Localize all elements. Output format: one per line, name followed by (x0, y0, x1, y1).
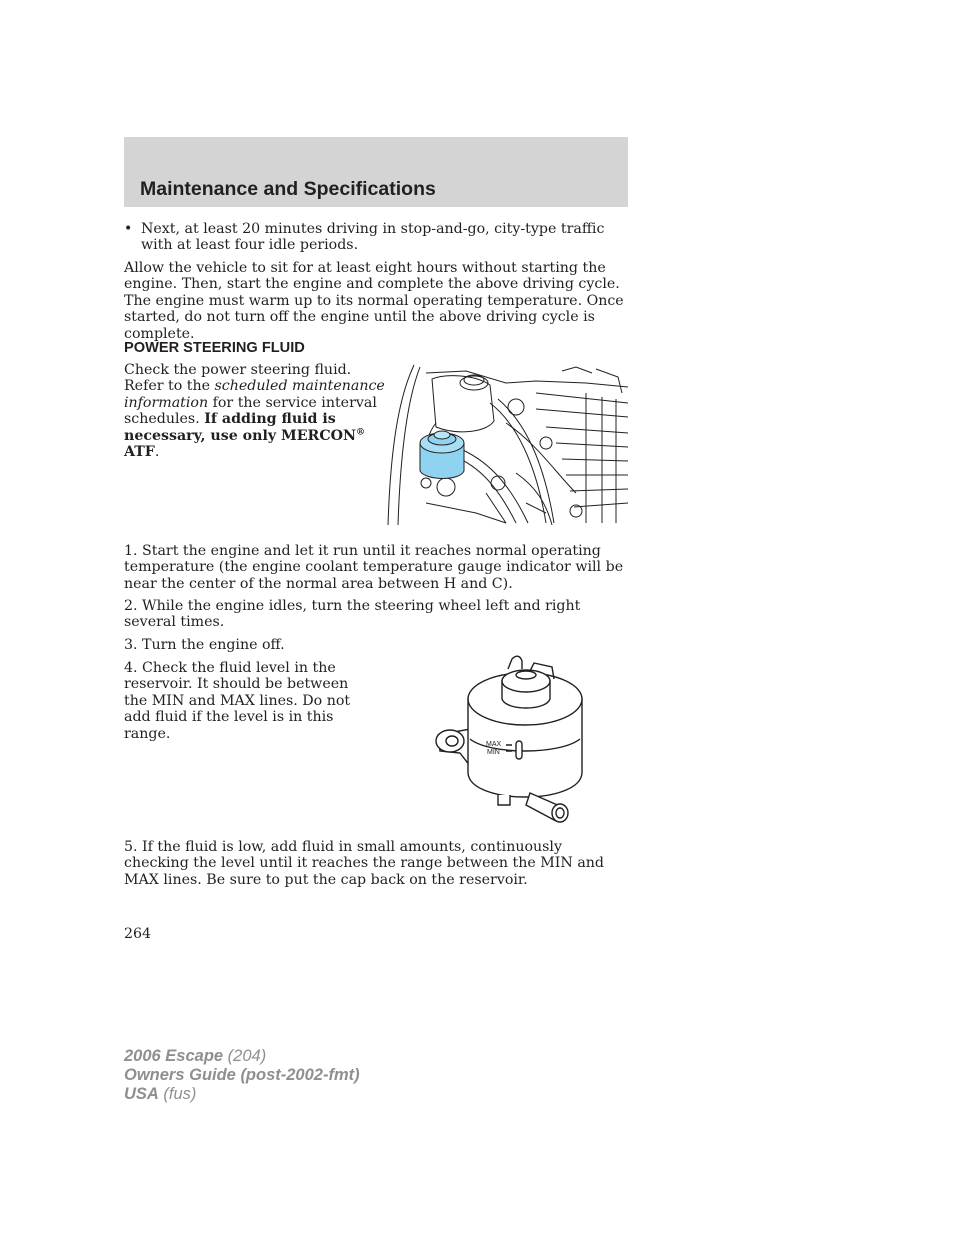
step-2: 2. While the engine idles, turn the steering wheel left and right several times. (124, 598, 581, 631)
section-heading: POWER STEERING FLUID (124, 340, 305, 356)
min-label: MIN (487, 749, 500, 756)
check-paragraph (124, 362, 386, 460)
page-number: 264 (124, 926, 152, 942)
check-period: . (154, 444, 160, 461)
check-after: for the service interval schedules. (124, 394, 377, 428)
step-5: 5. If the fluid is low, add fluid in small amounts, continuously checking the level until it reaches the range between the MIN and MAX lines. Be sure to put the cap back on the reservoir. (124, 839, 604, 888)
step-1: 1. Start the engine and let it run until it reaches normal operating temperature (the engine coolant temperature gauge indicator will be near the center of the normal area between H and C). (124, 543, 624, 592)
step-3: 3. Turn the engine off. (124, 637, 285, 653)
step-4: 4. Check the fluid level in the reservoir. It should be between the MIN and MAX lines. Do not add fluid if the level is in this range. (124, 660, 351, 742)
power-steering-reservoir-highlight (420, 431, 464, 479)
engine-compartment-illustration (386, 363, 630, 527)
check-intro: Check the power steering fluid. Refer to the (124, 362, 352, 395)
bullet-marker: • (124, 221, 133, 237)
section-header-band (124, 137, 628, 207)
document-footer (124, 1047, 360, 1104)
page-title: Maintenance and Specifications (140, 178, 436, 200)
bullet-text: Next, at least 20 minutes driving in stop-and-go, city-type traffic with at least four idle periods. (141, 221, 605, 254)
footer-line-3: USA (fus) (124, 1085, 197, 1103)
footer-line-2: Owners Guide (post-2002-fmt) (124, 1066, 360, 1084)
max-label: MAX (486, 741, 502, 748)
mercon-warning: If adding fluid is necessary, use only MERCON® ATF (124, 411, 365, 461)
scheduled-maintenance-reference: scheduled maintenance information (124, 378, 385, 411)
reservoir-illustration (430, 655, 595, 830)
paragraph-allow: Allow the vehicle to sit for at least eight hours without starting the engine. Then, start the engine and complete the above driving cycle. The engine must warm up to its normal operating temperature. Once started, do not turn off the engine until the above driving cycle is complete. (124, 260, 624, 342)
footer-line-1: 2006 Escape (204) (124, 1047, 267, 1065)
